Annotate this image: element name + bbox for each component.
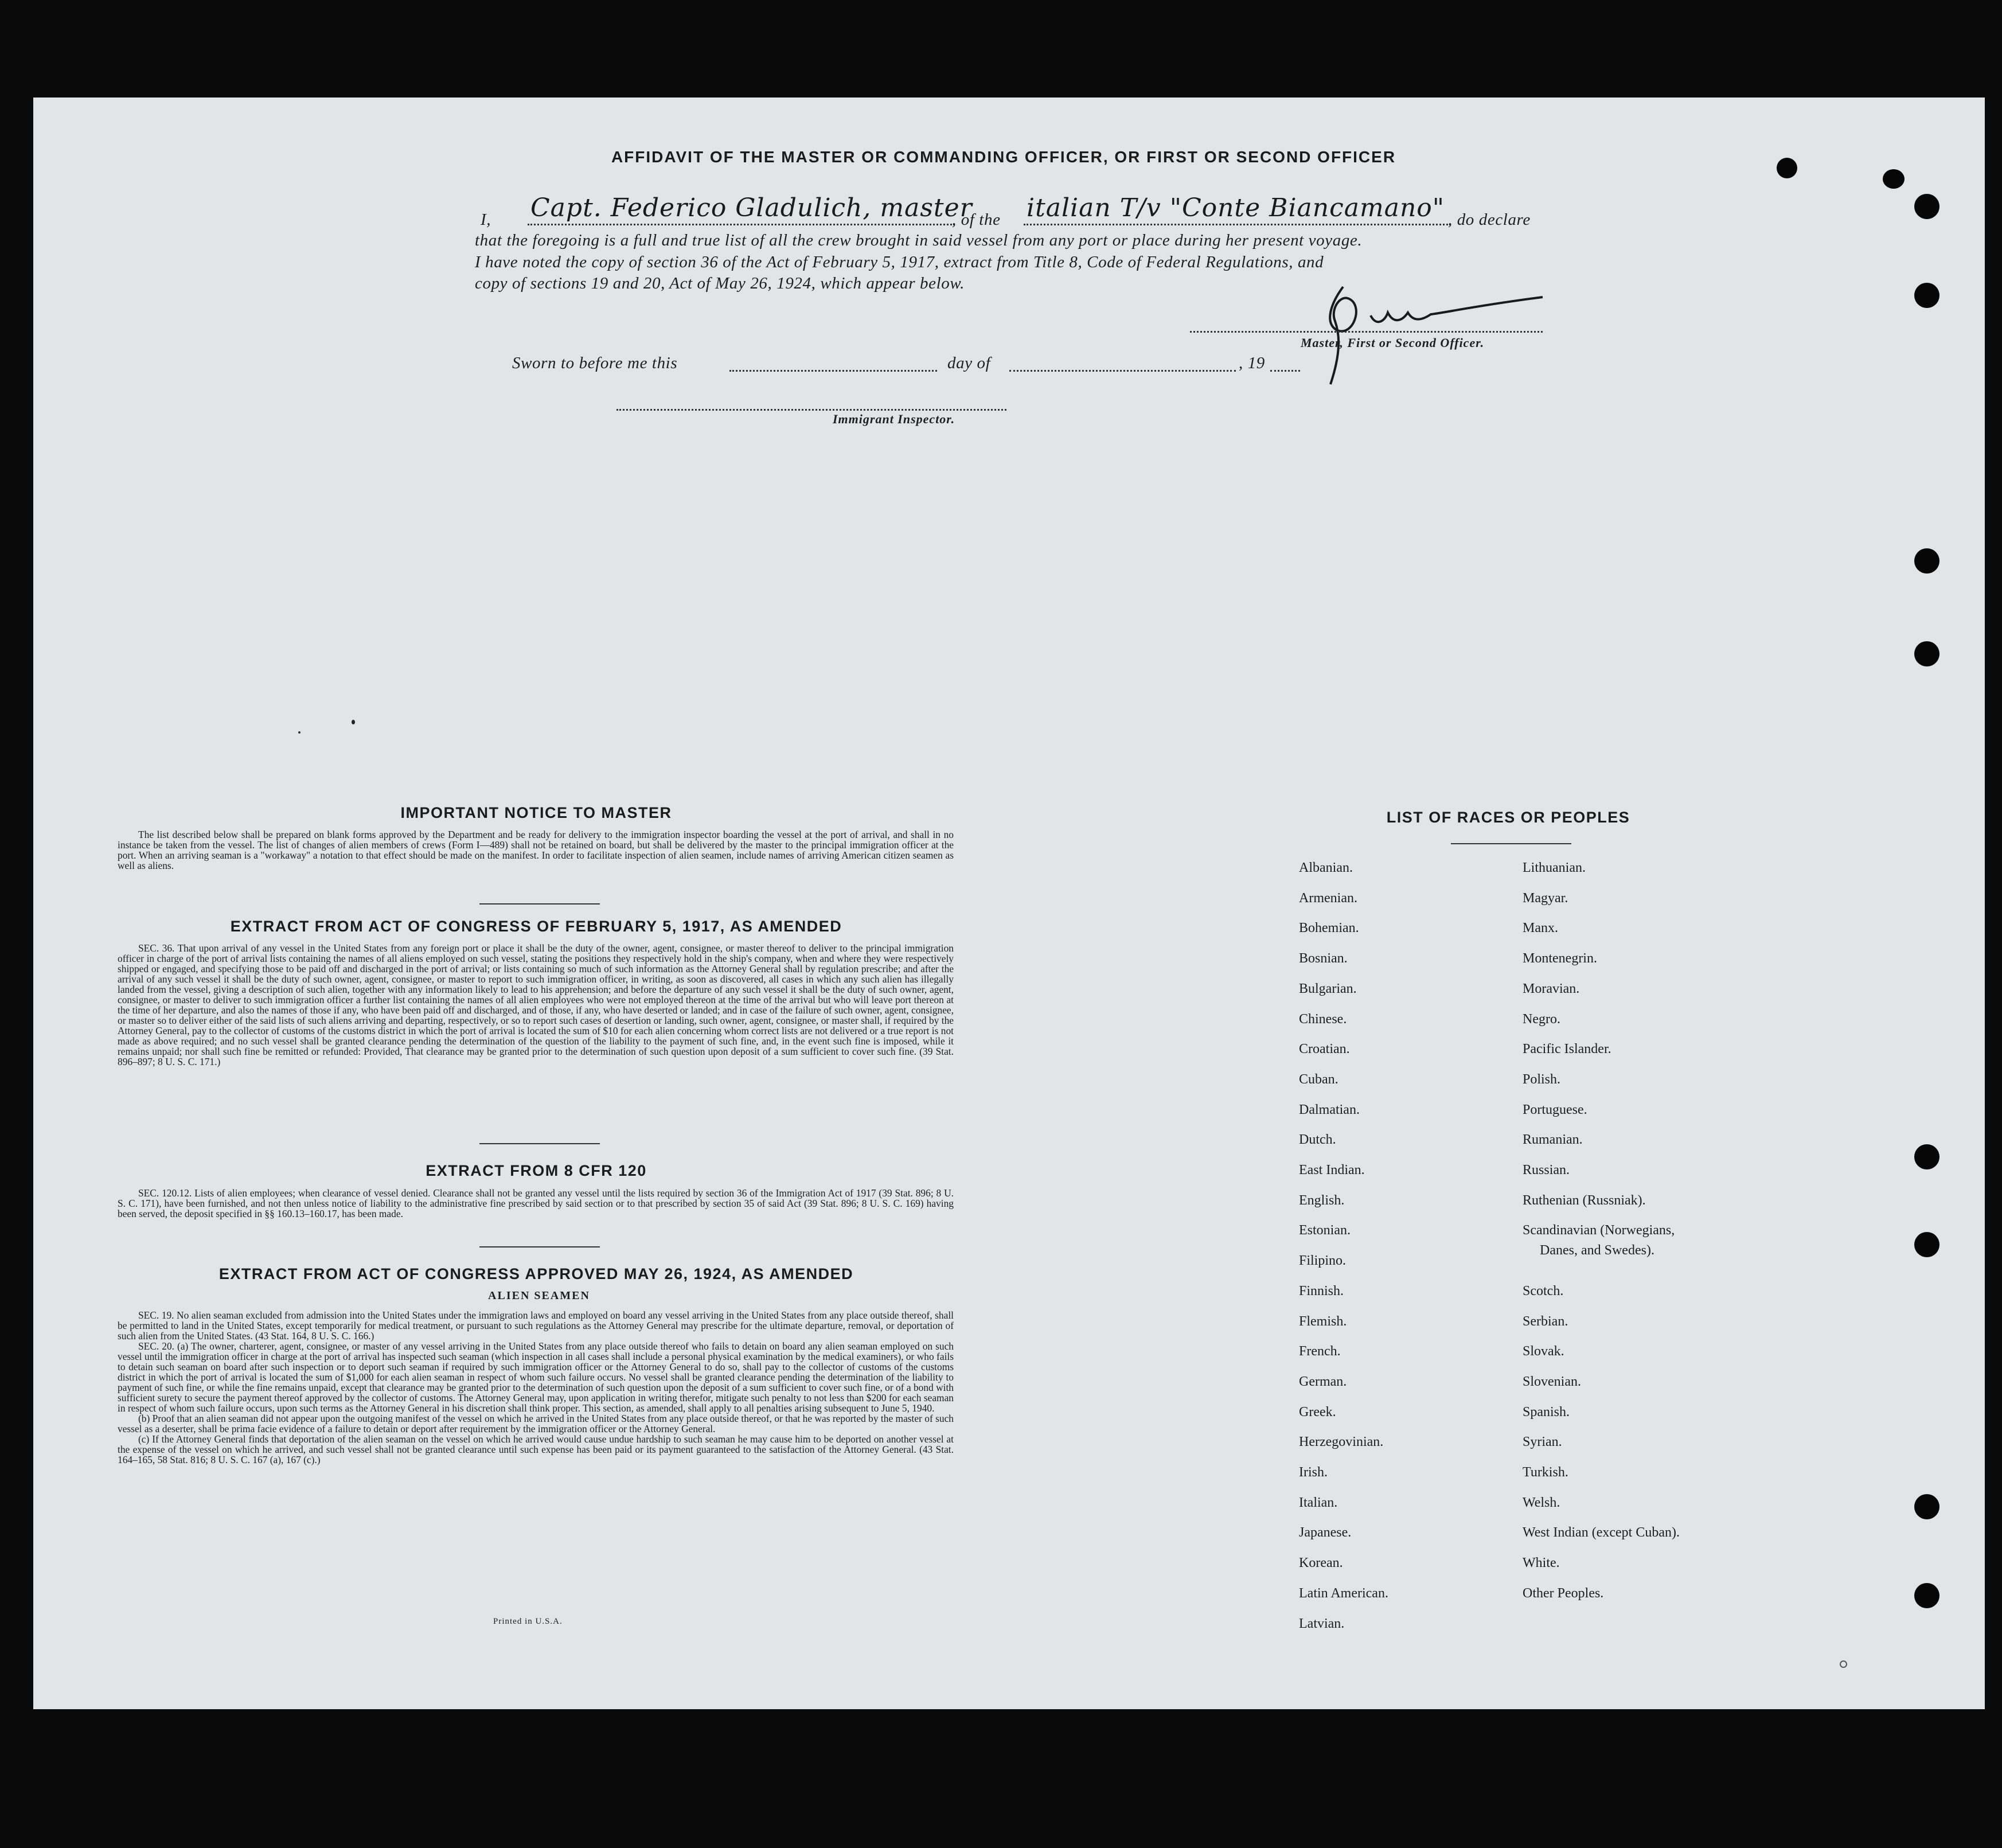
race-item: Greek. bbox=[1299, 1404, 1336, 1420]
sworn-date-line bbox=[729, 370, 937, 372]
binder-hole bbox=[1914, 641, 1939, 666]
race-item: Bosnian. bbox=[1299, 951, 1348, 966]
race-item: Manx. bbox=[1523, 921, 1558, 936]
race-item: East Indian. bbox=[1299, 1163, 1365, 1178]
vessel-name-handwritten: italian T/v "Conte Biancamano" bbox=[1027, 193, 1445, 223]
race-item: Spanish. bbox=[1523, 1404, 1570, 1420]
race-item: Japanese. bbox=[1299, 1525, 1352, 1541]
race-item: Slovenian. bbox=[1523, 1374, 1581, 1389]
race-item: Dalmatian. bbox=[1299, 1102, 1360, 1117]
races-title: LIST OF RACES OR PEOPLES bbox=[1386, 809, 1630, 826]
race-item: Latvian. bbox=[1299, 1616, 1345, 1631]
race-item: Slovak. bbox=[1523, 1344, 1564, 1359]
race-item: Pacific Islander. bbox=[1523, 1042, 1611, 1057]
affidavit-do-declare: , do declare bbox=[1448, 210, 1531, 229]
races-column-1 bbox=[1299, 860, 1505, 1640]
notice-paragraph: The list described below shall be prepared on blank forms approved by the Department and be ready for delivery to the immigration inspector boarding the vessel at the port of arrival, and shall in no instance be taken from the vessel. The list of changes of alien members of crews (Form I—489) shall not be retained on board, but shall be delivered by the master to the principal immigration officer at the port. When an arriving seaman is a "workaway" a notation to that effect should be made on the manifest. In order to facilitate inspection of alien seamen, include names of arriving American citizen seamen as well as aliens. bbox=[118, 829, 954, 871]
inspector-signature-line bbox=[616, 409, 1006, 411]
binder-hole bbox=[1914, 283, 1939, 308]
race-item: Polish. bbox=[1523, 1071, 1561, 1087]
sworn-year-prefix: , 19 bbox=[1239, 354, 1265, 372]
race-item: Cuban. bbox=[1299, 1071, 1338, 1087]
race-item: Ruthenian (Russniak). bbox=[1523, 1192, 1646, 1208]
sec-120-paragraph: SEC. 120.12. Lists of alien employees; when clearance of vessel denied. Clearance shall not be granted any vessel until the lists required by section 36 of the Immigration Act of 1917 (39 Stat. 896; 8 U. S. C. 171), have been furnished, and not then unless notice of liability to the administrative fine prescribed by said section or to that prescribed by section 35 of said Act (39 Stat. 896; 8 U. S. C. 169) having been served, the deposit specified in §§ 160.13–160.17, has been made. bbox=[118, 1187, 954, 1219]
binder-hole bbox=[1914, 1144, 1939, 1169]
race-item: Scandinavian (Norwegians, bbox=[1523, 1223, 1675, 1238]
binder-hole bbox=[1777, 158, 1797, 178]
extract-1924-title: EXTRACT FROM ACT OF CONGRESS APPROVED MAY 26, 1924, AS AMENDED bbox=[218, 1265, 854, 1282]
race-item: Flemish. bbox=[1299, 1313, 1347, 1329]
extract-1917-title: EXTRACT FROM ACT OF CONGRESS OF FEBRUARY 5, 1917, AS AMENDED bbox=[230, 918, 842, 935]
race-item: Chinese. bbox=[1299, 1011, 1347, 1027]
notice-body bbox=[118, 829, 954, 871]
race-item: Other Peoples. bbox=[1523, 1585, 1604, 1601]
officer-signature-line bbox=[1190, 331, 1543, 333]
sec-20c-paragraph: (c) If the Attorney General finds that deportation of the alien seaman on the vessel on which he arrived would cause undue hardship to such seaman he may cause him to be deported on another vessel at the expense of the vessel on which he arrived, and such vessel shall not be granted clearance until such expense has been paid or its payment guaranteed to the satisfaction of the Attorney General. (43 Stat. 164–165, 58 Stat. 816; 8 U. S. C. 167 (a), 167 (c).) bbox=[118, 1433, 954, 1465]
affidavit-line-4: copy of sections 19 and 20, Act of May 26, 1924, which appear below. bbox=[475, 274, 965, 293]
paper-speck bbox=[1840, 1660, 1847, 1668]
divider bbox=[479, 1143, 600, 1144]
race-item: Korean. bbox=[1299, 1555, 1343, 1571]
races-item-scandinavian-cont: Danes, and Swedes). bbox=[1540, 1243, 1654, 1258]
affidavit-title: AFFIDAVIT OF THE MASTER OR COMMANDING OFFICER, OR FIRST OR SECOND OFFICER bbox=[611, 148, 1396, 166]
binder-hole bbox=[1914, 548, 1939, 574]
race-item: Negro. bbox=[1523, 1011, 1560, 1027]
divider bbox=[479, 1246, 600, 1247]
binder-hole bbox=[1914, 1583, 1939, 1608]
master-name-line bbox=[528, 224, 955, 225]
race-item: Dutch. bbox=[1299, 1132, 1336, 1148]
divider bbox=[1451, 843, 1571, 844]
race-item: Magyar. bbox=[1523, 890, 1568, 906]
paper-speck bbox=[352, 720, 355, 724]
race-item: Serbian. bbox=[1523, 1313, 1568, 1329]
sworn-month-line bbox=[1009, 370, 1236, 372]
sec-20b-paragraph: (b) Proof that an alien seaman did not appear upon the outgoing manifest of the vessel on which he arrived in the United States from any place outside thereof, or that he was reported by the master of such vessel as a deserter, shall be prima facie evidence of a failure to detain or deport after requirement by the immigration officer or the Attorney General. bbox=[118, 1413, 954, 1434]
affidavit-of-the: , of the bbox=[952, 210, 1001, 229]
binder-hole bbox=[1914, 1494, 1939, 1519]
sec-36-paragraph: SEC. 36. That upon arrival of any vessel in the United States from any foreign port or place it shall be the duty of the owner, agent, consignee, or master thereof to deliver to the principal immigration officer in charge of the port of arrival lists containing the names of all aliens employed on such vessel, stating the positions they respectively hold in the ship's company, when and where they were respectively shipped or engaged, and specifying those to be paid off and discharged in the port of arrival; or lists containing so much of such information as the Attorney General shall by regulation prescribe; and after the arrival of any such vessel it shall be the duty of such owner, agent, consignee, or master to report to such immigration officer, in writing, as soon as discovered, all cases in which any such alien has illegally landed from the vessel, giving a description of such alien, together with any information likely to lead to his apprehension; and before the departure of any such vessel it shall be the duty of such owner, agent, consignee, or master to deliver to such immigration officer a further list containing the names of all alien employees who were not employed thereon at the time of the arrival but who will leave port thereon at the time of her departure, and also the names of those if any, who have been paid off and discharged, and of those, if any, who have deserted or landed; and in case of the failure of such owner, agent, consignee, or master so to deliver either of the said lists of such aliens arriving and departing, respectively, or so to report such cases of desertion or landing, such owner, agent, consignee, or master shall, if required by the Attorney General, pay to the collector of customs of the customs district in which the port of arrival is located the sum of $10 for each alien concerning whom correct lists are not delivered or a true report is not made as above required; and no such vessel shall be granted clearance pending the determination of the question of the liability to the payment of such fine, and, in the event such fine is imposed, while it remains unpaid; nor shall such fine be remitted or refunded: Provided, That clearance may be granted prior to the determination of such question upon deposit of a sum sufficient to cover such fine. (39 Stat. 896–897; 8 U. S. C. 171.) bbox=[118, 942, 954, 1067]
binder-hole bbox=[1883, 169, 1905, 189]
race-item: Bohemian. bbox=[1299, 921, 1359, 936]
affidavit-line-3: I have noted the copy of section 36 of the Act of February 5, 1917, extract from Title 8, Code of Federal Regulations, and bbox=[475, 253, 1324, 271]
sworn-day-of: day of bbox=[947, 354, 991, 372]
affidavit-i: I, bbox=[481, 210, 491, 229]
race-item: Syrian. bbox=[1523, 1434, 1562, 1450]
race-item: Russian. bbox=[1523, 1163, 1570, 1178]
race-item: Scotch. bbox=[1523, 1283, 1564, 1299]
race-item: Finnish. bbox=[1299, 1283, 1344, 1299]
race-item: Estonian. bbox=[1299, 1223, 1351, 1238]
race-item: Filipino. bbox=[1299, 1253, 1347, 1269]
race-item: Irish. bbox=[1299, 1465, 1328, 1480]
race-item: Turkish. bbox=[1523, 1465, 1568, 1480]
race-item: English. bbox=[1299, 1192, 1345, 1208]
race-item: German. bbox=[1299, 1374, 1347, 1389]
race-item: Welsh. bbox=[1523, 1495, 1560, 1510]
binder-hole bbox=[1914, 194, 1939, 219]
sec-19-paragraph: SEC. 19. No alien seaman excluded from admission into the United States under the immigration laws and employed on board any vessel arriving in the United States from any place outside thereof, shall be permitted to land in the United States, except temporarily for medical treatment, or pursuant to such regulations as the Attorney General may prescribe for the ultimate departure, removal, or deportation of such alien from the United States. (43 Stat. 164, 8 U. S. C. 166.) bbox=[118, 1309, 954, 1342]
race-item: Croatian. bbox=[1299, 1042, 1350, 1057]
race-item: Bulgarian. bbox=[1299, 981, 1357, 996]
master-name-handwritten: Capt. Federico Gladulich, master bbox=[530, 193, 973, 223]
race-item: Herzegovinian. bbox=[1299, 1434, 1384, 1450]
race-item: Moravian. bbox=[1523, 981, 1580, 996]
extract-1924-body bbox=[118, 1310, 954, 1465]
race-item: Italian. bbox=[1299, 1495, 1338, 1510]
race-item: French. bbox=[1299, 1344, 1341, 1359]
race-item: Rumanian. bbox=[1523, 1132, 1583, 1148]
printed-in-usa: Printed in U.S.A. bbox=[493, 1617, 563, 1626]
paper-speck bbox=[298, 731, 301, 734]
sworn-year-line bbox=[1270, 370, 1300, 372]
race-item: Portuguese. bbox=[1523, 1102, 1587, 1117]
race-item: Albanian. bbox=[1299, 860, 1353, 875]
race-item: White. bbox=[1523, 1555, 1560, 1571]
sworn-text: Sworn to before me this bbox=[512, 354, 678, 372]
vessel-name-line bbox=[1024, 224, 1451, 225]
extract-1917-body bbox=[118, 943, 954, 1067]
race-item: Latin American. bbox=[1299, 1585, 1388, 1601]
alien-seamen-subtitle: ALIEN SEAMEN bbox=[488, 1289, 590, 1302]
inspector-caption: Immigrant Inspector. bbox=[833, 412, 955, 426]
divider bbox=[479, 903, 600, 904]
extract-cfr-title: EXTRACT FROM 8 CFR 120 bbox=[426, 1162, 647, 1179]
binder-hole bbox=[1914, 1232, 1939, 1257]
extract-cfr-body bbox=[118, 1188, 954, 1219]
race-item: Armenian. bbox=[1299, 890, 1357, 906]
sec-20a-paragraph: SEC. 20. (a) The owner, charterer, agent, consignee, or master of any vessel arriving in the United States from any place outside thereof who fails to detain on board any alien seaman employed on such vessel until the immigration officer in charge at the port of arrival has inspected such seaman (which inspection in all cases shall include a personal physical examination by the medical examiners), or who fails to detain such seaman on board after such inspection or to deport such seaman if required by such immigration officer or the Attorney General to do so, shall pay to the collector of customs of the customs district in which the port of arrival is located the sum of $1,000 for each alien seaman in respect of whom such failure occurs. No vessel shall be granted clearance pending the determination of the liability to payment of such fine, or while the fine remains unpaid, except that clearance may be granted prior to the determination of such question upon the deposit of a sum sufficient to cover such fine, or of a bond with sufficient surety to secure the payment thereof approved by the collector of customs. The Attorney General may, upon application in writing therefor, mitigate such penalty to not less than $200 for each seaman in respect of whom such failure occurs, upon such terms as the Attorney General in his discretion shall think proper. This section, as amended, shall apply to all penalties arising subsequent to June 5, 1940. bbox=[118, 1340, 954, 1414]
officer-caption: Master, First or Second Officer. bbox=[1301, 336, 1485, 350]
race-item: Lithuanian. bbox=[1523, 860, 1586, 875]
race-item: West Indian (except Cuban). bbox=[1523, 1525, 1680, 1541]
race-item: Montenegrin. bbox=[1523, 951, 1597, 966]
affidavit-line-2: that the foregoing is a full and true list of all the crew brought in said vessel from any port or place during her present voyage. bbox=[475, 231, 1363, 249]
notice-title: IMPORTANT NOTICE TO MASTER bbox=[400, 804, 672, 821]
